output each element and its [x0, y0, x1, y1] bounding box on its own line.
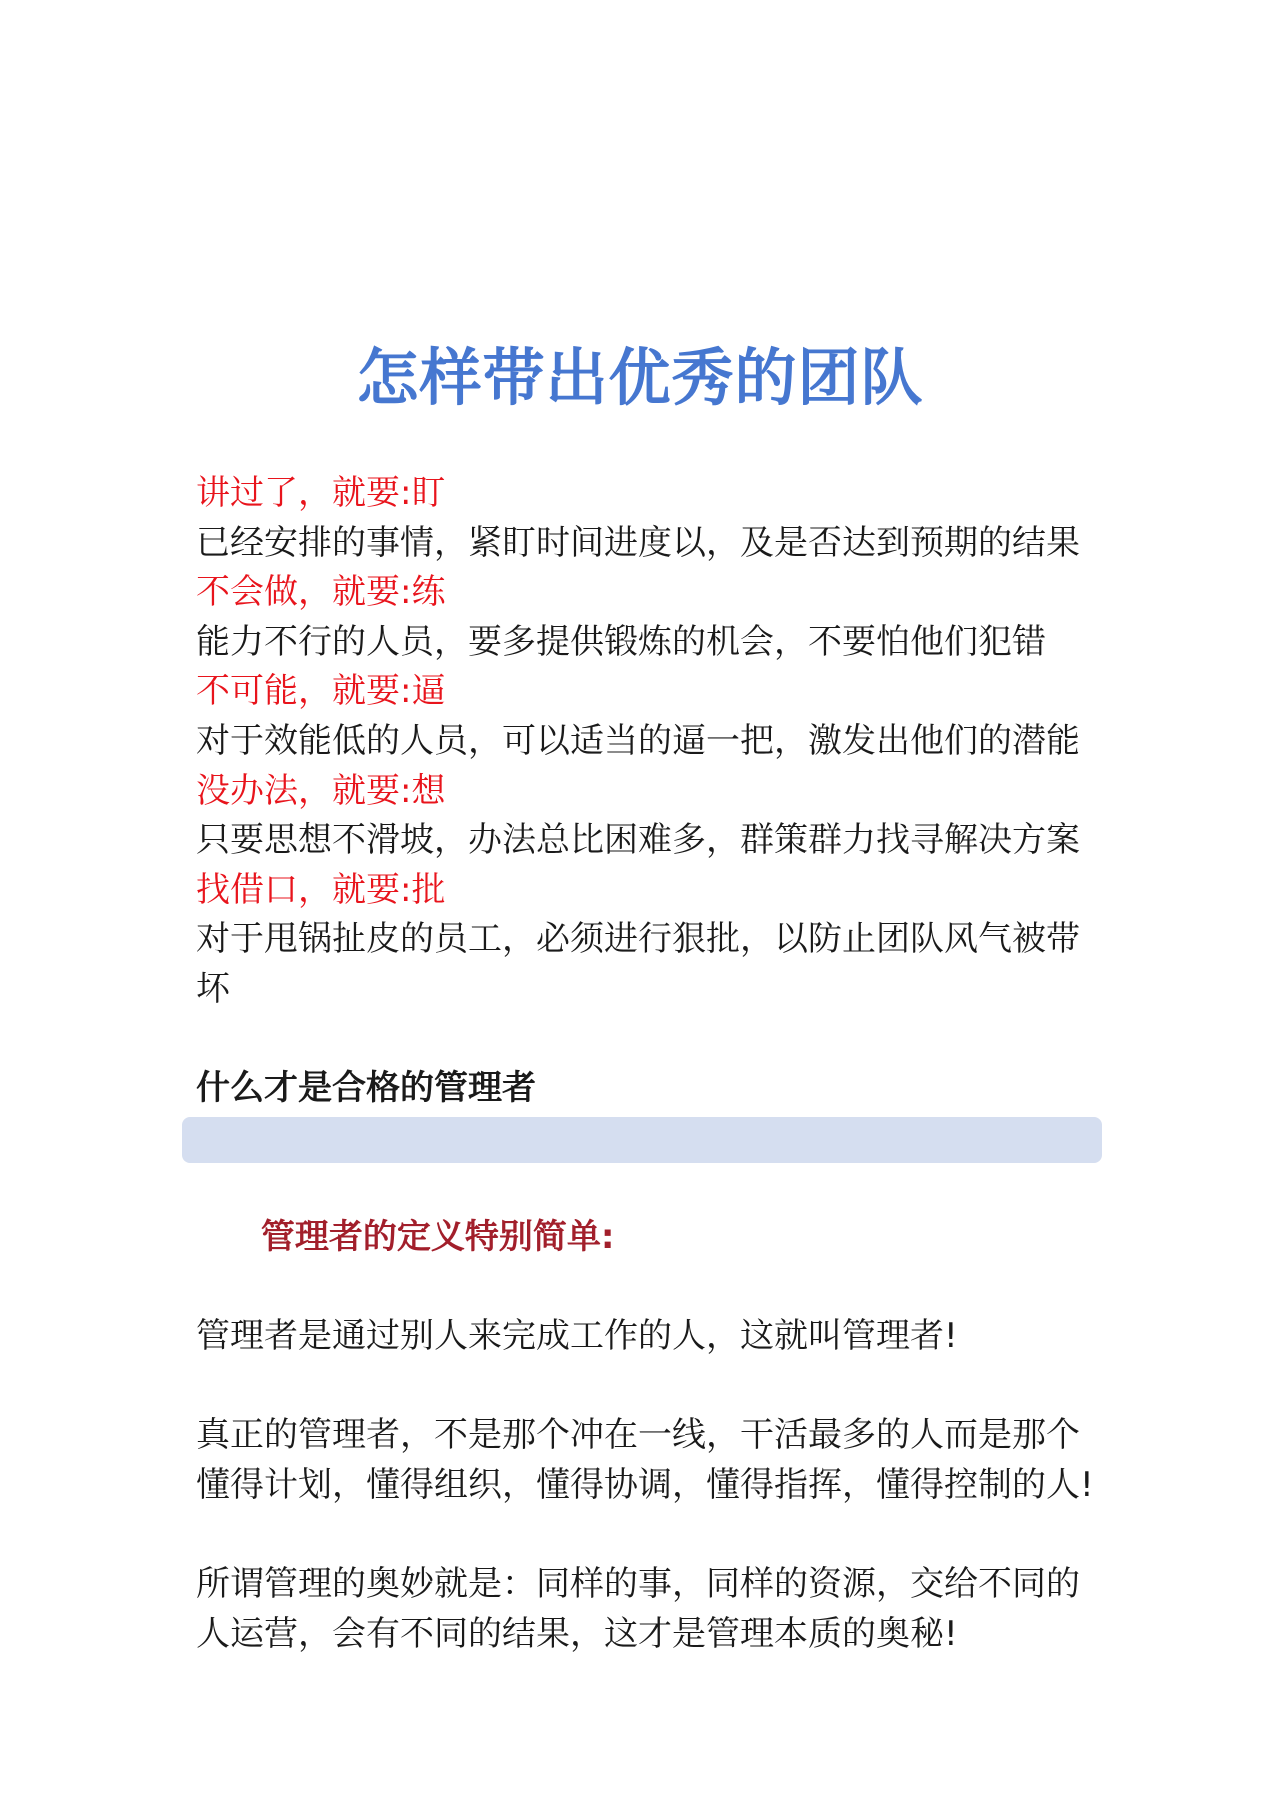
paragraph-spacer-1	[196, 1362, 1096, 1412]
highlighted-definition-text: 管理者的定义特别简单:	[260, 1216, 615, 1257]
rule-heading-5: 找借口，就要:批	[196, 869, 446, 910]
paragraph-spacer-2	[196, 1510, 1096, 1560]
rule-body-1: 已经安排的事情，紧盯时间进度以，及是否达到预期的结果	[196, 522, 1080, 563]
rule-body-4: 只要思想不滑坡，办法总比困难多，群策群力找寻解决方案	[196, 820, 1080, 861]
paragraph-1-line-1: 真正的管理者，不是那个冲在一线，干活最多的人而是那个	[196, 1415, 1080, 1456]
rule-heading-1: 讲过了，就要:盯	[196, 473, 446, 513]
content-body	[196, 469, 1096, 1659]
section-spacer	[196, 1015, 1096, 1065]
page-title: 怎样带出优秀的团队	[356, 341, 924, 414]
rule-heading-2: 不会做，就要:练	[196, 572, 446, 613]
definition-text: 管理者是通过别人来完成工作的人，这就叫管理者!	[196, 1316, 958, 1357]
rule-body-2: 能力不行的人员，要多提供锻炼的机会，不要怕他们犯错	[196, 621, 1046, 662]
highlighted-definition-row	[196, 1114, 1096, 1312]
highlight-background	[182, 1117, 1102, 1163]
paragraph-2-line-1: 所谓管理的奥妙就是：同样的事，同样的资源，交给不同的	[196, 1564, 1080, 1605]
rule-heading-3: 不可能，就要:逼	[196, 671, 446, 712]
rule-body-5-line-2: 坏	[196, 968, 230, 1009]
section-heading: 什么才是合格的管理者	[196, 1068, 536, 1109]
paragraph-1-line-2: 懂得计划，懂得组织，懂得协调，懂得指挥，懂得控制的人!	[196, 1464, 1094, 1505]
paragraph-2-line-2: 人运营，会有不同的结果，这才是管理本质的奥秘!	[196, 1613, 958, 1654]
rule-heading-4: 没办法，就要:想	[196, 770, 446, 811]
rule-body-5-line-1: 对于甩锅扯皮的员工，必须进行狠批，以防止团队风气被带	[196, 919, 1080, 960]
rule-body-3: 对于效能低的人员，可以适当的逼一把，激发出他们的潜能	[196, 720, 1080, 761]
